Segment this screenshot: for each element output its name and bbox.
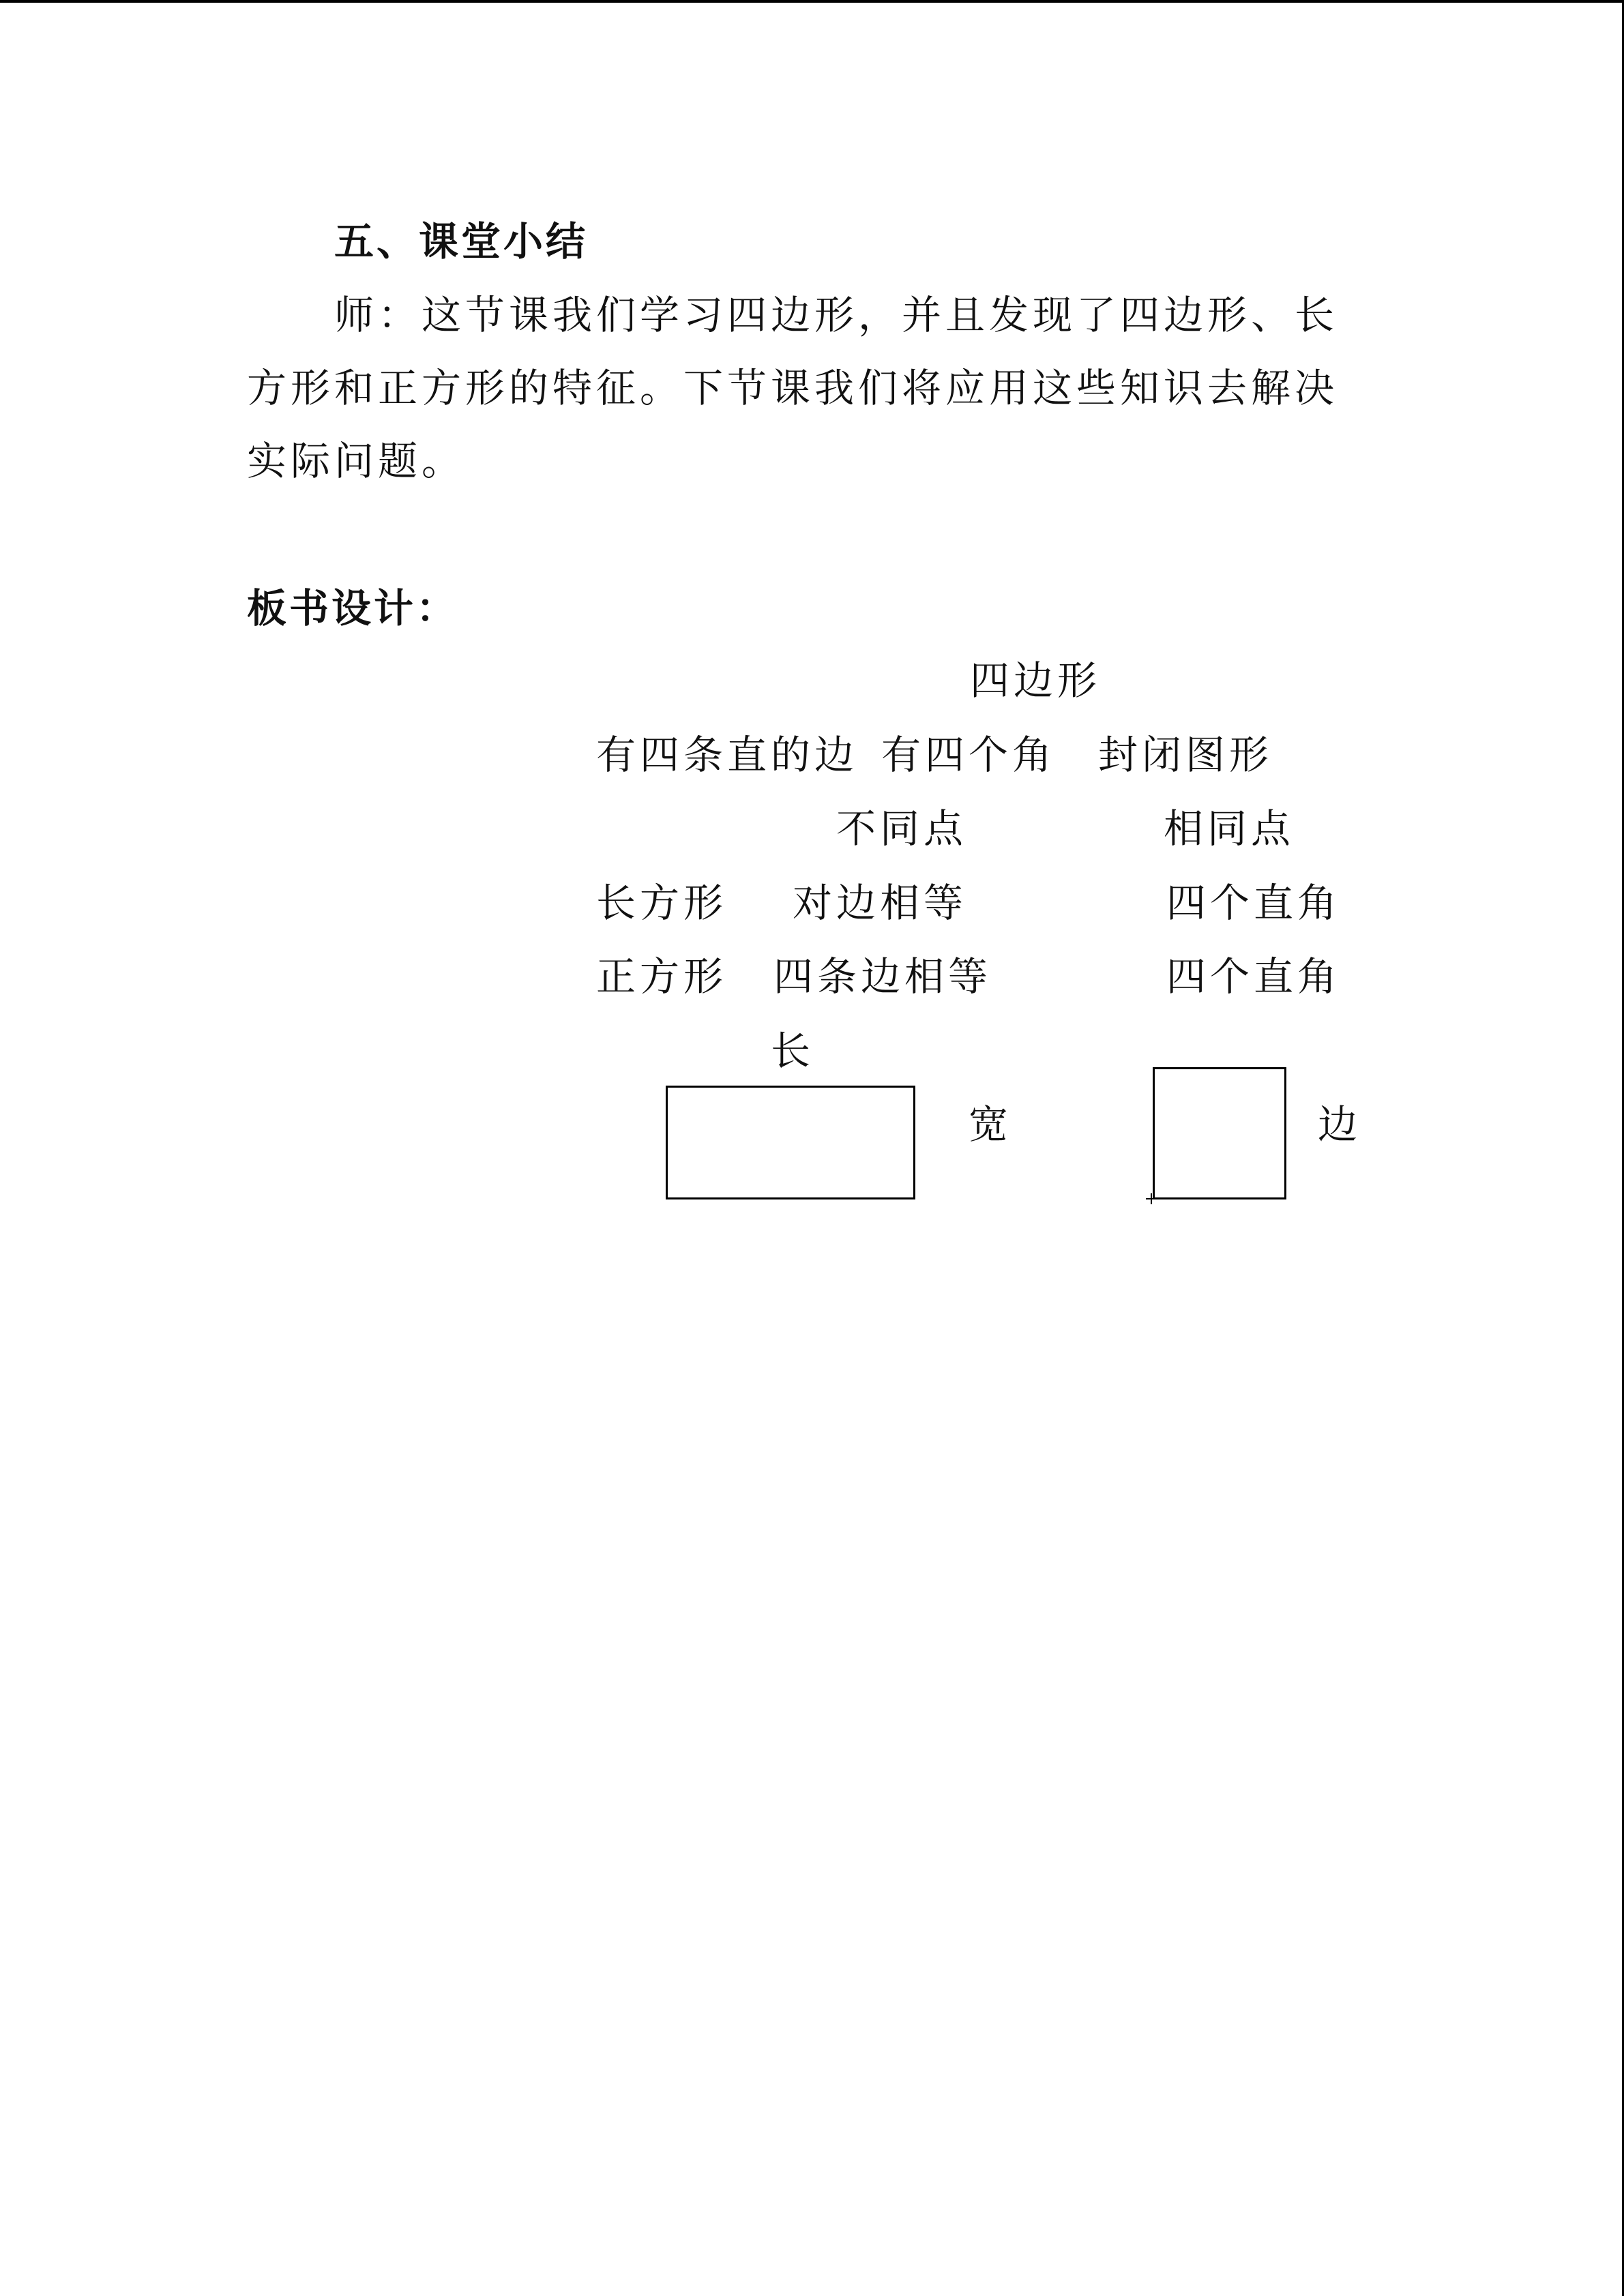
header-different: 不同点 (836, 805, 968, 852)
section-heading: 五、课堂小结 (334, 218, 589, 265)
row-square-same: 四个直角 (1166, 953, 1342, 1000)
rectangle-length-label: 长 (771, 1028, 815, 1074)
square-side-label: 边 (1318, 1101, 1362, 1148)
square-figure (1153, 1067, 1286, 1199)
row-square-shape: 正方形 (596, 953, 728, 1000)
trait-straight-sides: 有四条直的边 (596, 732, 859, 778)
trait-closed-figure: 封闭图形 (1098, 732, 1273, 778)
row-rectangle-shape: 长方形 (596, 880, 728, 926)
rectangle-width-label: 宽 (969, 1101, 1013, 1148)
rectangle-figure (666, 1086, 915, 1199)
paragraph-line-3: 实际问题。 (247, 438, 466, 484)
row-rectangle-different: 对边相等 (793, 880, 968, 926)
trait-four-angles: 有四个角 (881, 732, 1057, 778)
square-corner-tick-vertical (1151, 1193, 1152, 1204)
row-square-different: 四条边相等 (773, 953, 992, 1000)
paragraph-line-1: 师：这节课我们学习四边形，并且发现了四边形、长 (334, 292, 1339, 338)
header-same: 相同点 (1164, 805, 1295, 852)
board-title: 四边形 (970, 657, 1102, 704)
page-top-border (0, 0, 1624, 3)
row-rectangle-same: 四个直角 (1166, 880, 1342, 926)
paragraph-line-2: 方形和正方形的特征。下节课我们将应用这些知识去解决 (247, 365, 1339, 411)
board-design-label: 板书设计： (247, 585, 459, 631)
